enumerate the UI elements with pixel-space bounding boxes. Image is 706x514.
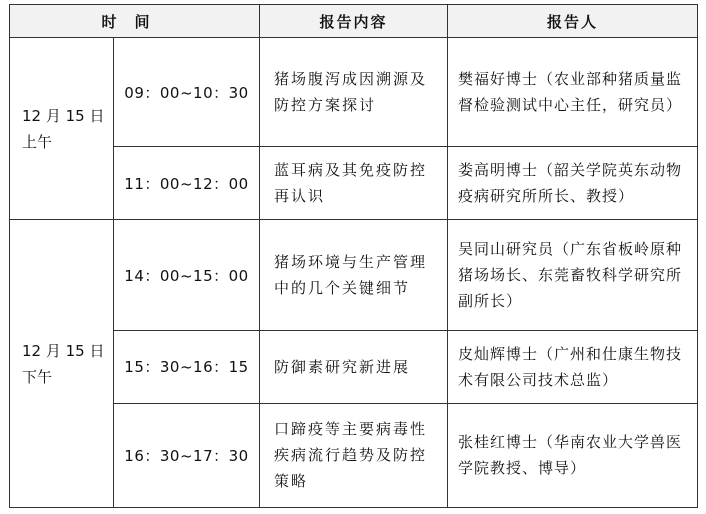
table-row: [10, 147, 698, 220]
period-label: 下午: [22, 367, 53, 386]
speaker-cell: 皮灿辉博士（广州和仕康生物技术有限公司技术总监）: [448, 330, 698, 403]
speaker-cell: 娄高明博士（韶关学院英东动物疫病研究所所长、教授）: [448, 147, 698, 220]
time-cell: 09：00~10：30: [114, 38, 260, 147]
time-cell: 16：30~17：30: [114, 403, 260, 507]
date-label: 12 月 15 日: [22, 106, 105, 125]
time-cell: 14：00~15：00: [114, 220, 260, 330]
header-row: [10, 5, 698, 38]
topic-cell: 蓝耳病及其免疫防控再认识: [260, 147, 448, 220]
date-cell-morning: [10, 38, 114, 220]
topic-cell: 口蹄疫等主要病毒性疾病流行趋势及防控策略: [260, 403, 448, 507]
table-row: [10, 330, 698, 403]
topic-cell: 猪场环境与生产管理中的几个关键细节: [260, 220, 448, 330]
period-label: 上午: [22, 132, 53, 151]
header-time: 时间: [10, 5, 260, 38]
speaker-cell: 张桂红博士（华南农业大学兽医学院教授、博导）: [448, 403, 698, 507]
table-row: [10, 403, 698, 507]
header-speaker: 报告人: [448, 5, 698, 38]
speaker-cell: 吴同山研究员（广东省板岭原种猪场场长、东莞畜牧科学研究所副所长）: [448, 220, 698, 330]
date-cell-afternoon: [10, 220, 114, 508]
schedule-table: [9, 4, 698, 508]
header-content: 报告内容: [260, 5, 448, 38]
date-label: 12 月 15 日: [22, 341, 105, 360]
topic-cell: 猪场腹泻成因溯源及防控方案探讨: [260, 38, 448, 147]
speaker-cell: 樊福好博士（农业部种猪质量监督检验测试中心主任，研究员）: [448, 38, 698, 147]
time-cell: 11：00~12：00: [114, 147, 260, 220]
table-row: [10, 38, 698, 147]
topic-cell: 防御素研究新进展: [260, 330, 448, 403]
time-cell: 15：30~16：15: [114, 330, 260, 403]
table-row: [10, 220, 698, 330]
